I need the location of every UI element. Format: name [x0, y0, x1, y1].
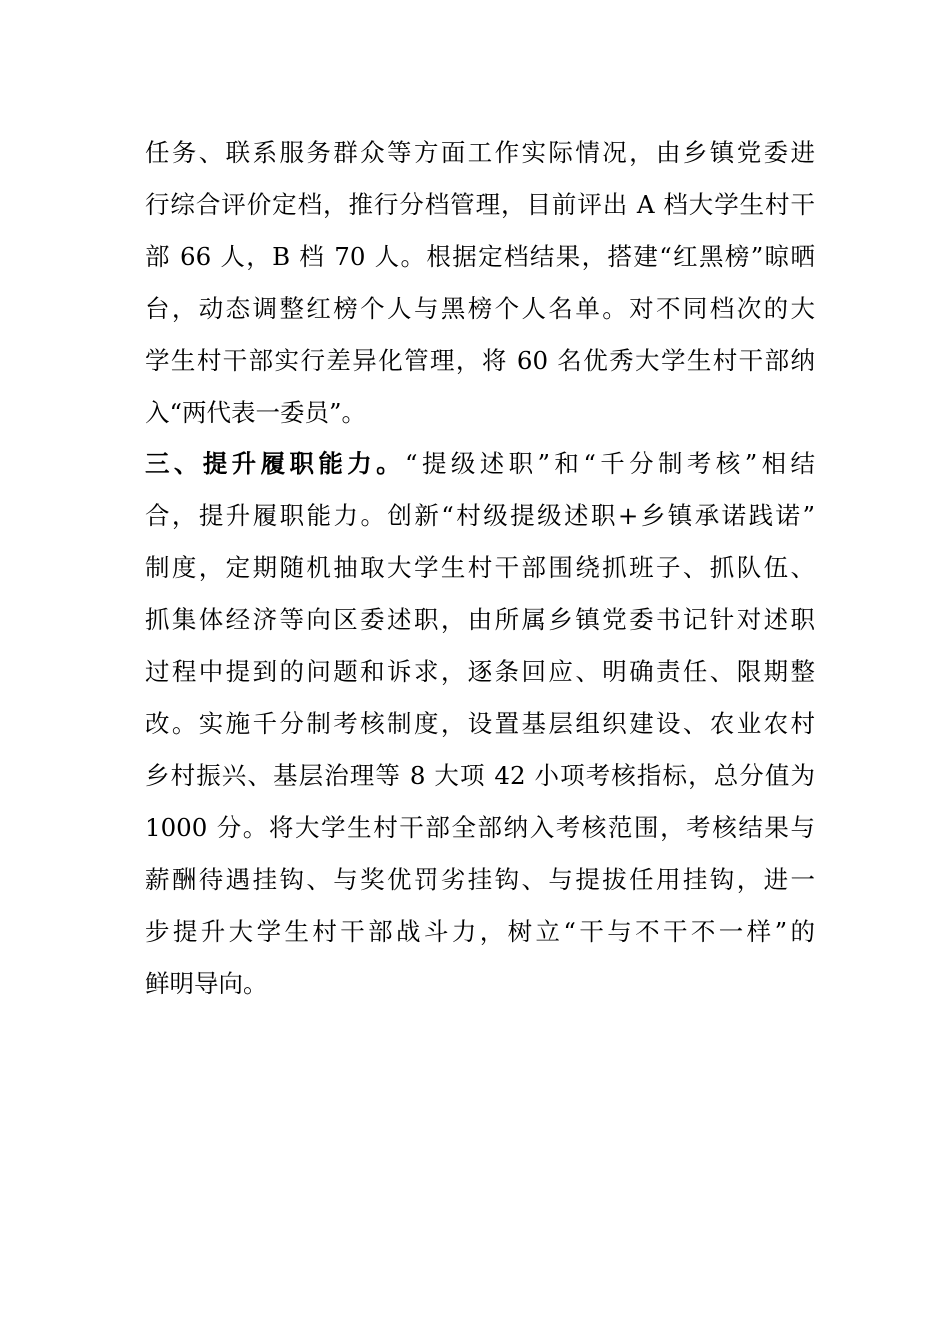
paragraph-line: 入“两代表一委员”。 [145, 398, 367, 427]
paragraph-line: 合，提升履职能力。创新“村级提级述职+乡镇承诺践诺” [145, 501, 815, 530]
paragraph-text-run: “提级述职”和“千分制考核”相结 [405, 449, 815, 478]
paragraph-line: 任务、联系服务群众等方面工作实际情况，由乡镇党委进 [145, 138, 815, 167]
paragraph-line: 鲜明导向。 [145, 969, 268, 998]
paragraph-line: 改。实施千分制考核制度，设置基层组织建设、农业农村 [145, 709, 815, 738]
paragraph-line: 学生村干部实行差异化管理，将 60 名优秀大学生村干部纳 [145, 346, 815, 375]
paragraph-line: 乡村振兴、基层治理等 8 大项 42 小项考核指标，总分值为 [145, 761, 815, 790]
paragraph-line: 行综合评价定档，推行分档管理，目前评出 A 档大学生村干 [145, 190, 815, 219]
paragraph-line: 制度，定期随机抽取大学生村干部围绕抓班子、抓队伍、 [145, 553, 815, 582]
paragraph-line: 过程中提到的问题和诉求，逐条回应、明确责任、限期整 [145, 657, 815, 686]
paragraph-line: 台，动态调整红榜个人与黑榜个人名单。对不同档次的大 [145, 294, 815, 323]
paragraph-line: 薪酬待遇挂钩、与奖优罚劣挂钩、与提拔任用挂钩，进一 [145, 865, 815, 894]
body-paragraph-2 [145, 438, 815, 1010]
body-paragraph-1 [145, 127, 815, 439]
section-heading: 三、提升履职能力。 [145, 449, 406, 478]
paragraph-line: 步提升大学生村干部战斗力，树立“干与不干不一样”的 [145, 917, 815, 946]
paragraph-line: 部 66 人，B 档 70 人。根据定档结果，搭建“红黑榜”晾晒 [145, 242, 815, 271]
paragraph-line: 抓集体经济等向区委述职，由所属乡镇党委书记针对述职 [145, 605, 815, 634]
paragraph-first-line [145, 438, 815, 490]
paragraph-line: 1000 分。将大学生村干部全部纳入考核范围，考核结果与 [145, 813, 815, 842]
